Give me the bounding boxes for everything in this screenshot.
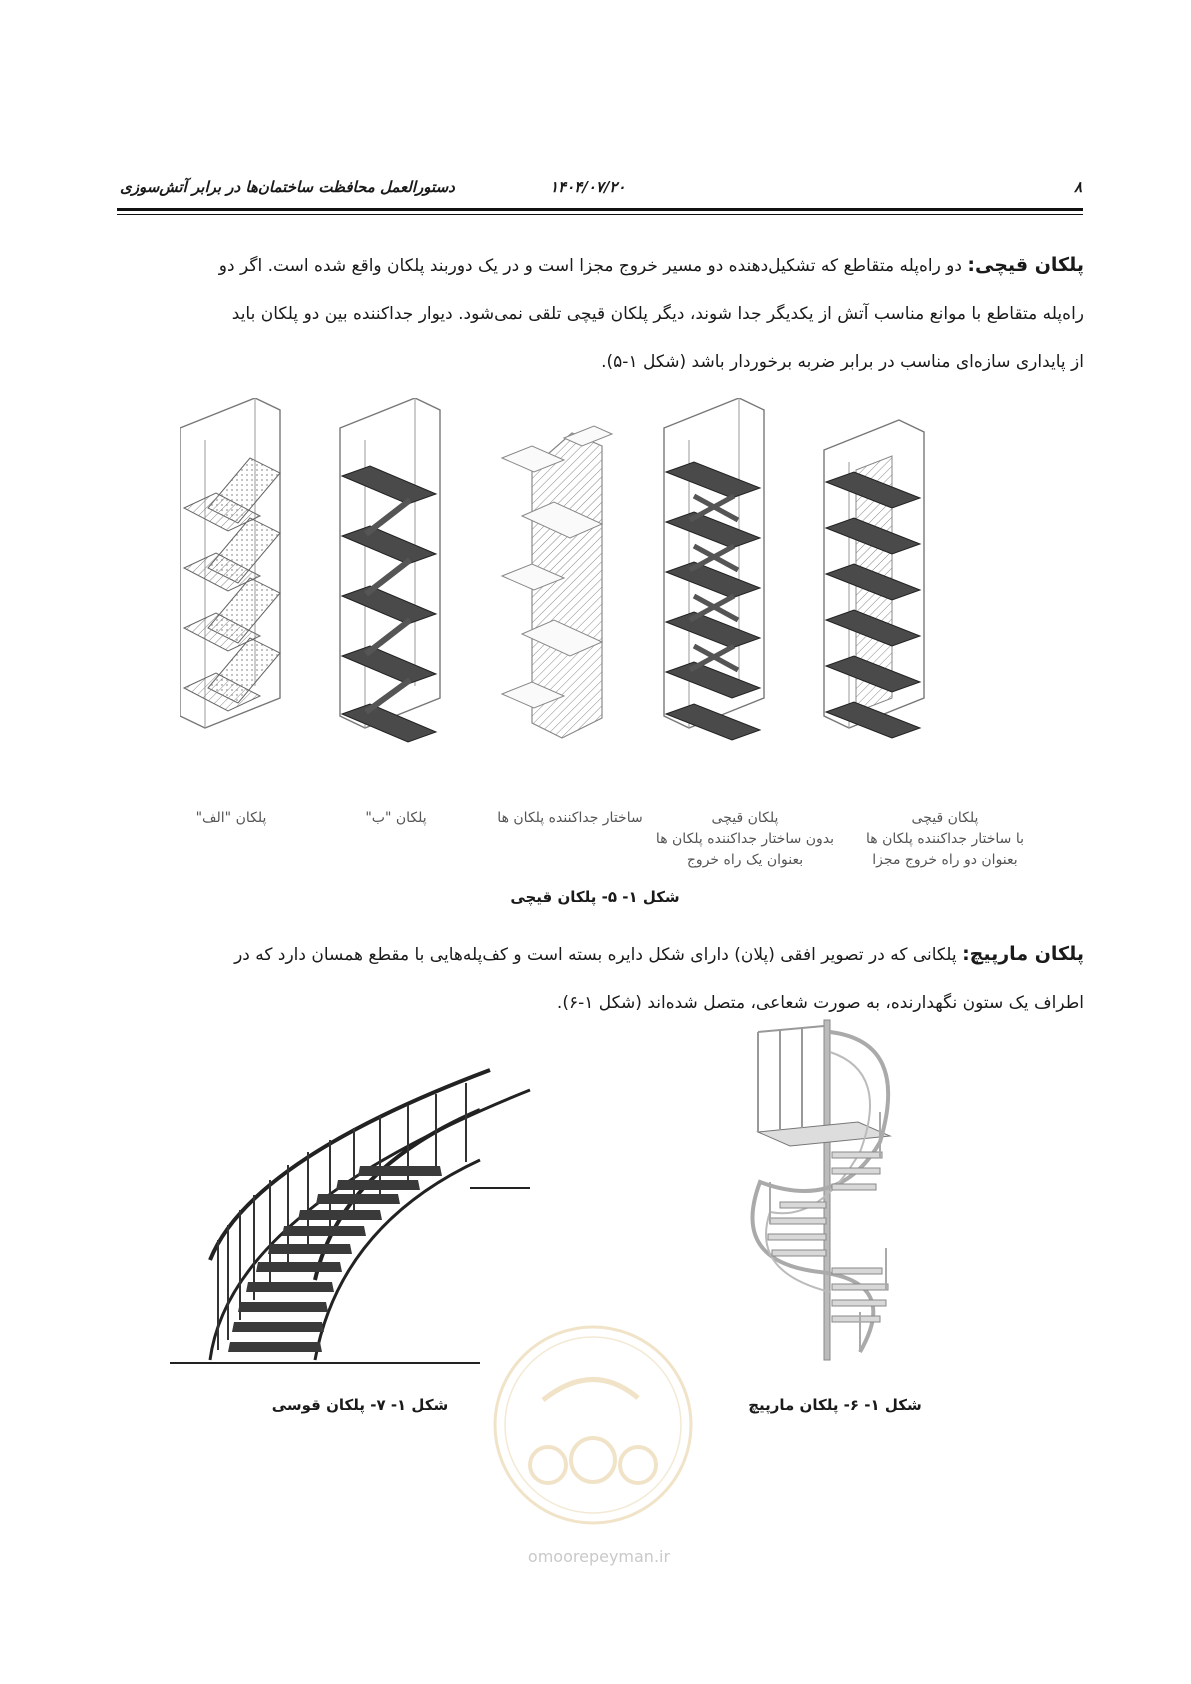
spiral-stair-figure — [740, 1012, 920, 1372]
paragraph-line: از پایداری سازه‌ای مناسب در برابر ضربه برخوردار باشد (شکل ۱-۵). — [601, 352, 1084, 372]
header-rule-thin — [117, 214, 1083, 215]
caption-separator-structure: ساختار جداکننده پلکان ها — [497, 810, 643, 826]
separator-structure-diagram — [502, 426, 612, 738]
caption-stair-b: پلکان "ب" — [365, 810, 427, 826]
curved-stair-figure — [170, 1050, 540, 1370]
stair-a-diagram — [180, 398, 280, 728]
stair-b-diagram — [340, 398, 440, 742]
paragraph-spiral-stair — [116, 930, 1084, 1027]
scissor-stair-with-separator-diagram — [824, 420, 924, 738]
header-rule — [117, 208, 1083, 211]
page-header — [120, 178, 1082, 202]
paragraph-scissor-stair — [116, 241, 1084, 386]
paragraph-line: پلکان قیچی: دو راه‌پله متقاطع که تشکیل‌دهنده دو مسیر خروج مجزا است و در یک دوربند پلکان واقع شده است. اگر دو — [218, 254, 1084, 276]
paragraph-line: پلکان مارپیچ: پلکانی که در تصویر افقی (پلان) دارای شکل دایره بسته است و کف‌پله‌هایی با مقطع همسان دارد که در — [234, 943, 1084, 965]
caption-stair-a: پلکان "الف" — [195, 810, 267, 826]
scissor-stair-no-separator-diagram — [664, 398, 764, 740]
watermark-url: omoorepeyman.ir — [527, 1547, 671, 1566]
figure6-title: شکل ۱- ۶- پلکان مارپیچ — [748, 1396, 922, 1414]
header-date: ۱۴۰۴/۰۷/۲۰ — [550, 178, 626, 196]
caption-scissor-no-separator: پلکان قیچی بدون ساختار جداکننده پلکان ها بعنوان یک راه خروج — [655, 810, 835, 868]
term-spiral-stair: پلکان مارپیچ: — [962, 943, 1084, 965]
paragraph-line: اطراف یک ستون نگهدارنده، به صورت شعاعی، متصل شده‌اند (شکل ۱-۶). — [556, 993, 1084, 1013]
paragraph-line: راه‌پله متقاطع با موانع مناسب آتش از یکدیگر جدا شوند، دیگر پلکان قیچی تلقی نمی‌شود. دیوار جداکننده بین دو پلکان باید — [231, 304, 1084, 324]
header-title: دستورالعمل محافظت ساختمان‌ها در برابر آتش‌سوزی — [120, 178, 455, 196]
caption-scissor-with-separator: پلکان قیچی با ساختار جداکننده پلکان ها بعنوان دو راه خروج مجزا — [865, 810, 1024, 868]
term-scissor-stair: پلکان قیچی: — [967, 254, 1084, 276]
page-number: ۸ — [1073, 178, 1082, 196]
figure7-title: شکل ۱- ۷- پلکان قوسی — [271, 1396, 449, 1414]
scissor-stair-figure — [180, 398, 1030, 794]
figure5-title: شکل ۱- ۵- پلکان قیچی — [510, 888, 680, 906]
